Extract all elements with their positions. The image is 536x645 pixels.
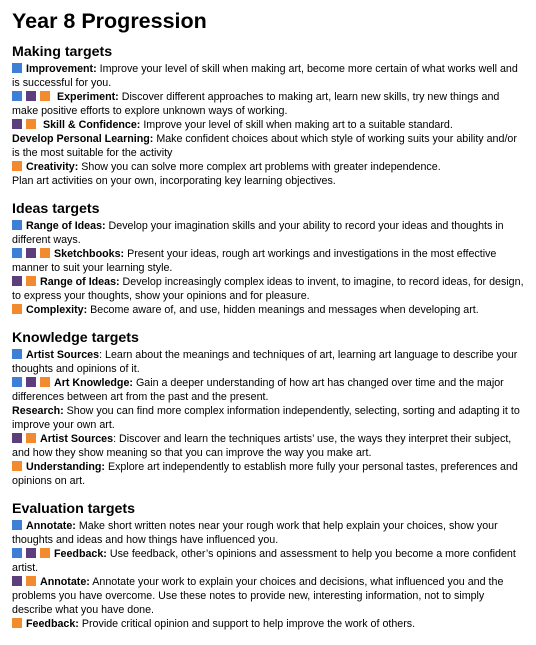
target-label: Creativity:	[26, 161, 79, 173]
orange-square-icon	[40, 91, 50, 101]
target-item	[12, 432, 524, 460]
target-item	[12, 247, 524, 275]
orange-square-icon	[40, 548, 50, 558]
target-description: Discover different approaches to making art, learn new skills, try new things and make positive efforts to explore unknown ways of working.	[12, 91, 500, 117]
blue-square-icon	[12, 548, 22, 558]
blue-square-icon	[12, 377, 22, 387]
target-item	[12, 132, 524, 160]
target-label: Understanding:	[26, 461, 105, 473]
target-label: Research:	[12, 405, 64, 417]
target-description: Show you can find more complex information independently, selecting, sorting and adapting it to improve your own art.	[12, 405, 520, 431]
target-item	[12, 174, 524, 188]
blue-square-icon	[12, 91, 22, 101]
sections-container	[12, 44, 524, 631]
target-item	[12, 404, 524, 432]
target-description: Develop your imagination skills and your ability to record your ideas and thoughts in different ways.	[12, 220, 504, 246]
target-label: Experiment:	[54, 91, 119, 103]
target-description: : Learn about the meanings and techniques of art, learning art language to describe your thoughts and opinions of it.	[12, 349, 518, 375]
orange-square-icon	[40, 377, 50, 387]
purple-square-icon	[26, 91, 36, 101]
target-description: Explore art independently to establish more fully your personal tastes, preferences and opinions on art.	[12, 461, 518, 487]
orange-square-icon	[26, 276, 36, 286]
target-description: Use feedback, other’s opinions and assessment to help you become a more confident artist.	[12, 548, 516, 574]
page-title: Year 8 Progression	[12, 9, 207, 33]
section-evaluation-targets	[12, 501, 524, 631]
target-description: Provide critical opinion and support to help improve the work of others.	[78, 618, 416, 630]
blue-square-icon	[12, 220, 22, 230]
target-label: Improvement:	[26, 63, 97, 75]
target-item	[12, 303, 524, 317]
target-label: Skill & Confidence:	[40, 119, 141, 131]
blue-square-icon	[12, 63, 22, 73]
blue-square-icon	[12, 520, 22, 530]
target-description: Gain a deeper understanding of how art has changed over time and the major differences between art from the past and the present.	[12, 377, 504, 403]
target-label: Annotate:	[26, 520, 76, 532]
target-description: Become aware of, and use, hidden meanings and messages when developing art.	[87, 304, 479, 316]
target-item	[12, 275, 524, 303]
orange-square-icon	[12, 161, 22, 171]
purple-square-icon	[12, 576, 22, 586]
target-description: Make confident choices about which style of working suits your ability and/or is the most suitable for the activity	[12, 133, 517, 159]
orange-square-icon	[40, 248, 50, 258]
purple-square-icon	[26, 548, 36, 558]
target-item	[12, 460, 524, 488]
target-item	[12, 219, 524, 247]
blue-square-icon	[12, 349, 22, 359]
target-label: Range of Ideas:	[40, 276, 120, 288]
section-making-targets	[12, 44, 524, 188]
section-heading: Making targets	[12, 44, 113, 60]
target-item	[12, 90, 524, 118]
purple-square-icon	[26, 377, 36, 387]
purple-square-icon	[12, 276, 22, 286]
target-label: Sketchbooks:	[54, 248, 125, 260]
target-description: Make short written notes near your rough work that help explain your choices, show your thoughts and ideas and how things have influenced you.	[12, 520, 498, 546]
target-label: Feedback:	[54, 548, 107, 560]
orange-square-icon	[12, 618, 22, 628]
target-description: Annotate your work to explain your choices and decisions, what influenced you and the problems you have overcome. Use these notes to provide new, interesting information, not to simply describe what you have done.	[12, 576, 504, 616]
target-item	[12, 62, 524, 90]
target-label: Annotate:	[40, 576, 90, 588]
target-label: Develop Personal Learning:	[12, 133, 154, 145]
purple-square-icon	[12, 433, 22, 443]
target-item	[12, 547, 524, 575]
target-description: Plan art activities on your own, incorporating key learning objectives.	[12, 175, 336, 187]
target-item	[12, 348, 524, 376]
orange-square-icon	[12, 304, 22, 314]
target-description: : Discover and learn the techniques artists’ use, the ways they interpret their subject, and how they show meaning so that you can improve the way you make art.	[12, 433, 512, 459]
target-description: Develop increasingly complex ideas to invent, to imagine, to record ideas, for design, to express your thoughts, show your opinions and for pleasure.	[12, 276, 524, 302]
target-description: Improve your level of skill when making art to a suitable standard.	[140, 119, 453, 131]
target-label: Range of Ideas:	[26, 220, 106, 232]
purple-square-icon	[26, 248, 36, 258]
target-label: Artist Sources	[26, 349, 100, 361]
target-item	[12, 160, 524, 174]
section-ideas-targets	[12, 201, 524, 317]
orange-square-icon	[26, 433, 36, 443]
orange-square-icon	[26, 119, 36, 129]
target-label: Art Knowledge:	[54, 377, 133, 389]
section-knowledge-targets	[12, 330, 524, 488]
target-label: Artist Sources	[40, 433, 114, 445]
target-item	[12, 376, 524, 404]
target-item	[12, 118, 524, 132]
section-heading: Evaluation targets	[12, 501, 135, 517]
blue-square-icon	[12, 248, 22, 258]
orange-square-icon	[12, 461, 22, 471]
purple-square-icon	[12, 119, 22, 129]
section-heading: Ideas targets	[12, 201, 100, 217]
target-description: Improve your level of skill when making art, become more certain of what works well and is successful for you.	[12, 63, 518, 89]
target-label: Feedback:	[26, 618, 79, 630]
target-description: Show you can solve more complex art problems with greater independence.	[78, 161, 441, 173]
target-item	[12, 519, 524, 547]
target-description: Present your ideas, rough art workings and investigations in the most effective manner to suit your learning style.	[12, 248, 497, 274]
target-label: Complexity:	[26, 304, 88, 316]
target-item	[12, 575, 524, 617]
orange-square-icon	[26, 576, 36, 586]
section-heading: Knowledge targets	[12, 330, 139, 346]
target-item	[12, 617, 524, 631]
